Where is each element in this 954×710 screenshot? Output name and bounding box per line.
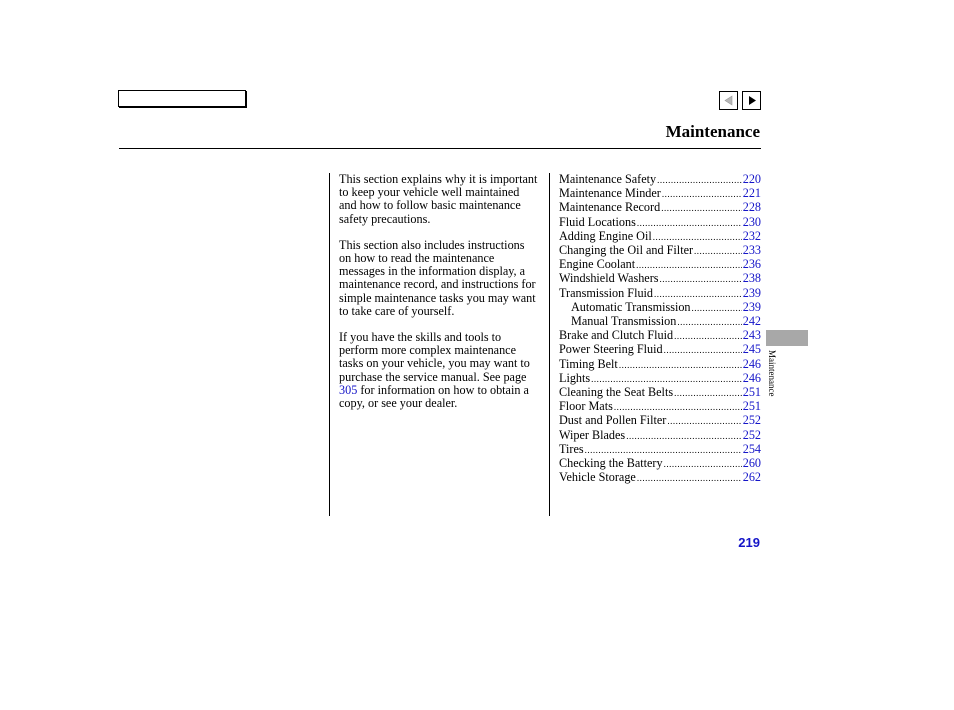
triangle-right-icon — [743, 92, 760, 109]
toc-entry-label: Maintenance Record — [559, 200, 661, 215]
previous-page-button[interactable] — [719, 91, 738, 110]
toc-leader-dots — [662, 188, 742, 201]
table-of-contents-button[interactable] — [118, 90, 246, 107]
toc-entry-label: Cleaning the Seat Belts — [559, 385, 674, 400]
toc-leader-dots — [694, 245, 742, 258]
toc-entry[interactable] — [559, 429, 761, 443]
toc-leader-dots — [664, 344, 742, 357]
toc-entry-label: Vehicle Storage — [559, 470, 636, 485]
middle-column-divider — [549, 173, 550, 516]
toc-entry[interactable] — [559, 272, 761, 286]
toc-entry[interactable] — [559, 201, 761, 215]
intro-paragraph-3-text: If you have the skills and tools to perform more complex maintenance tasks on your vehicle, you may want to purchase the service manual. See page — [339, 330, 530, 384]
toc-entry-label: Power Steering Fluid — [559, 342, 663, 357]
toc-entry-label: Dust and Pollen Filter — [559, 413, 667, 428]
intro-text — [339, 173, 539, 423]
toc-entry[interactable] — [559, 386, 761, 400]
toc-entry-page-link[interactable]: 260 — [742, 456, 761, 471]
toc-entry-label: Adding Engine Oil — [559, 228, 652, 243]
toc-entry[interactable] — [559, 287, 761, 301]
toc-entry-page-link[interactable]: 252 — [742, 413, 761, 428]
toc-entry-page-link[interactable]: 245 — [742, 342, 761, 357]
toc-entry[interactable] — [559, 343, 761, 357]
page-number: 219 — [738, 535, 760, 550]
toc-entry-label: Maintenance Minder — [559, 186, 661, 201]
toc-entry[interactable] — [559, 230, 761, 244]
toc-entry-label: Transmission Fluid — [559, 285, 654, 300]
toc-entry[interactable] — [559, 443, 761, 457]
toc-entry[interactable] — [559, 258, 761, 272]
toc-entry-page-link[interactable]: 236 — [742, 257, 761, 272]
toc-entry-page-link[interactable]: 233 — [742, 243, 761, 258]
toc-leader-dots — [674, 330, 742, 343]
toc-entry-page-link[interactable]: 252 — [742, 427, 761, 442]
toc-entry[interactable] — [559, 301, 761, 315]
toc-entry[interactable] — [559, 244, 761, 258]
toc-entry-page-link[interactable]: 251 — [742, 385, 761, 400]
toc-entry-label: Checking the Battery — [559, 456, 663, 471]
toc-entry[interactable] — [559, 173, 761, 187]
toc-entry[interactable] — [559, 471, 761, 485]
toc-entry-page-link[interactable]: 221 — [742, 186, 761, 201]
toc-entry[interactable] — [559, 358, 761, 372]
next-page-button[interactable] — [742, 91, 761, 110]
toc-entry[interactable] — [559, 457, 761, 471]
toc-leader-dots — [660, 273, 742, 286]
toc-entry[interactable] — [559, 400, 761, 414]
toc-entry-page-link[interactable]: 251 — [742, 399, 761, 414]
toc-entry-page-link[interactable]: 238 — [742, 271, 761, 286]
toc-leader-dots — [677, 316, 741, 329]
toc-entry-label: Windshield Washers — [559, 271, 659, 286]
toc-entry-page-link[interactable]: 232 — [742, 228, 761, 243]
toc-entry-label: Tires — [559, 441, 584, 456]
section-tab-label: Maintenance — [767, 350, 777, 397]
section-tab[interactable] — [766, 330, 808, 346]
toc-leader-dots — [661, 202, 742, 215]
header-divider — [119, 148, 761, 149]
toc-entry[interactable] — [559, 216, 761, 230]
toc-entry-label: Fluid Locations — [559, 214, 636, 229]
intro-paragraph-3 — [339, 331, 539, 410]
toc-entry-label: Manual Transmission — [571, 314, 677, 329]
page-305-link[interactable]: 305 — [339, 382, 358, 397]
toc-leader-dots — [626, 430, 742, 443]
toc-entry-label: Automatic Transmission — [571, 299, 691, 314]
toc-leader-dots — [674, 387, 742, 400]
toc-entry-page-link[interactable]: 220 — [742, 172, 761, 186]
toc-leader-dots — [619, 359, 742, 372]
toc-entry-page-link[interactable]: 228 — [742, 200, 761, 215]
toc-entry-label: Brake and Clutch Fluid — [559, 328, 674, 343]
toc-entry-label: Lights — [559, 370, 591, 385]
toc-entry-page-link[interactable]: 246 — [742, 356, 761, 371]
toc-entry[interactable] — [559, 414, 761, 428]
toc-entry[interactable] — [559, 315, 761, 329]
toc-entry-label: Changing the Oil and Filter — [559, 243, 694, 258]
toc-entry-page-link[interactable]: 239 — [742, 285, 761, 300]
intro-paragraph-1: This section explains why it is important to keep your vehicle well maintained and how to follow basic maintenance safety precautions. — [339, 172, 538, 226]
toc-entry-page-link[interactable]: 230 — [742, 214, 761, 229]
toc-entry-label: Floor Mats — [559, 399, 613, 414]
page-title: Maintenance — [665, 122, 760, 141]
toc-entry-label: Maintenance Safety — [559, 172, 657, 186]
toc-entry-label: Wiper Blades — [559, 427, 626, 442]
toc-leader-dots — [654, 288, 742, 301]
toc-leader-dots — [692, 302, 742, 315]
toc-entry[interactable] — [559, 372, 761, 386]
intro-paragraph-3-text-end: for information on how to obtain a copy, or see your dealer. — [339, 382, 529, 411]
triangle-left-icon — [720, 92, 737, 109]
toc-leader-dots — [637, 472, 742, 485]
toc-entry-page-link[interactable]: 242 — [742, 314, 761, 329]
toc-leader-dots — [637, 217, 742, 230]
toc-entry-page-link[interactable]: 246 — [742, 370, 761, 385]
toc-entry[interactable] — [559, 329, 761, 343]
toc-entry-label: Timing Belt — [559, 356, 618, 371]
toc-entry[interactable] — [559, 187, 761, 201]
toc-entry-page-link[interactable]: 239 — [742, 299, 761, 314]
section-contents-list — [559, 173, 761, 485]
left-column-divider — [329, 173, 330, 516]
toc-leader-dots — [657, 174, 742, 187]
toc-entry-page-link[interactable]: 243 — [742, 328, 761, 343]
intro-paragraph-2: This section also includes instructions on how to read the maintenance messages in the information display, a maintenance record, and instructions for simple maintenance tasks you may want to take care of yourself. — [339, 237, 536, 318]
toc-leader-dots — [664, 458, 742, 471]
toc-entry-label: Engine Coolant — [559, 257, 636, 272]
toc-entry-page-link[interactable]: 254 — [742, 441, 761, 456]
toc-entry-page-link[interactable]: 262 — [742, 470, 761, 485]
toc-leader-dots — [667, 415, 741, 428]
